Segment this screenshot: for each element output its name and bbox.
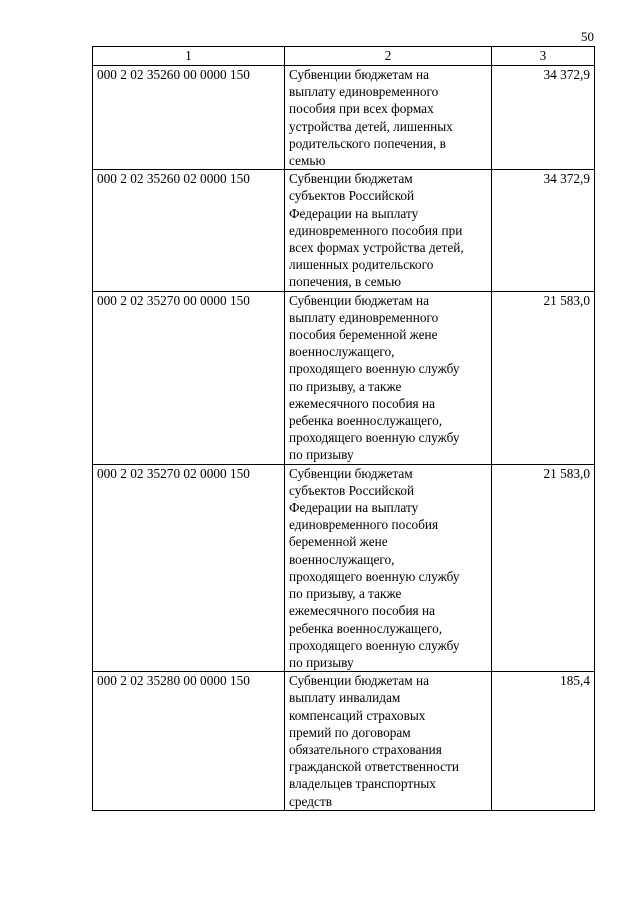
description-line: Субвенции бюджетам xyxy=(289,171,413,187)
description-line: по призыву, а также xyxy=(289,586,402,602)
description-line: по призыву xyxy=(289,654,354,670)
table-row xyxy=(93,291,595,464)
table-row xyxy=(93,672,595,811)
table-body xyxy=(93,66,595,811)
description-line: пособия беременной жене xyxy=(289,327,438,343)
description-line: ребенка военнослужащего, xyxy=(289,413,443,429)
description-line: премий по договорам xyxy=(289,724,411,740)
description-line: гражданской ответственности xyxy=(289,759,459,775)
table-row xyxy=(93,464,595,671)
budget-code: 000 2 02 35270 00 0000 150 xyxy=(93,291,285,464)
description-line: лишенных родительского xyxy=(289,257,434,273)
description-line: проходящего военную службу xyxy=(289,568,460,584)
description-line: всех формах устройства детей, xyxy=(289,240,464,256)
description-line: Федерации на выплату xyxy=(289,500,419,516)
budget-table xyxy=(92,46,595,811)
description-line: проходящего военную службу xyxy=(289,637,460,653)
description-line: Субвенции бюджетам на xyxy=(289,673,430,689)
description-line: субъектов Российской xyxy=(289,188,415,204)
page-number: 50 xyxy=(581,29,594,44)
description-line: Субвенции бюджетам xyxy=(289,465,413,481)
description-line: военнослужащего, xyxy=(289,344,395,360)
budget-code: 000 2 02 35260 00 0000 150 xyxy=(93,66,285,170)
description-line: Субвенции бюджетам на xyxy=(289,292,430,308)
description xyxy=(285,170,492,291)
description-line: ежемесячного пособия на xyxy=(289,395,436,411)
description xyxy=(285,66,492,170)
budget-code: 000 2 02 35280 00 0000 150 xyxy=(93,672,285,811)
description-line: компенсаций страховых xyxy=(289,707,426,723)
description-line: родительского попечения, в xyxy=(289,135,446,151)
table-header xyxy=(93,47,595,66)
description-line: пособия при всех формах xyxy=(289,101,434,117)
table-row xyxy=(93,170,595,291)
description-line: Субвенции бюджетам на xyxy=(289,67,430,82)
budget-code: 000 2 02 35260 02 0000 150 xyxy=(93,170,285,291)
description-line: проходящего военную службу xyxy=(289,430,460,446)
amount: 185,4 xyxy=(492,672,595,811)
header-col-2: 2 xyxy=(285,47,492,66)
description-line: выплату инвалидам xyxy=(289,690,401,706)
description xyxy=(285,291,492,464)
description-line: ежемесячного пособия на xyxy=(289,603,436,619)
description-line: Федерации на выплату xyxy=(289,205,419,221)
description xyxy=(285,464,492,671)
header-row xyxy=(93,47,595,66)
description-line: военнослужащего, xyxy=(289,551,395,567)
description-line: проходящего военную службу xyxy=(289,361,460,377)
description xyxy=(285,672,492,811)
description-line: семью xyxy=(289,153,326,169)
amount: 21 583,0 xyxy=(492,291,595,464)
description-line: выплату единовременного xyxy=(289,309,439,325)
description-line: по призыву xyxy=(289,447,354,463)
description-line: по призыву, а также xyxy=(289,378,402,394)
description-line: попечения, в семью xyxy=(289,274,402,290)
description-line: владельцев транспортных xyxy=(289,776,436,792)
description-line: субъектов Российской xyxy=(289,482,415,498)
amount: 21 583,0 xyxy=(492,464,595,671)
description-line: единовременного пособия xyxy=(289,517,439,533)
description-line: беременной жене xyxy=(289,534,388,550)
description-line: ребенка военнослужащего, xyxy=(289,620,443,636)
description-line: выплату единовременного xyxy=(289,84,439,100)
table-row xyxy=(93,66,595,170)
amount: 34 372,9 xyxy=(492,170,595,291)
budget-code: 000 2 02 35270 02 0000 150 xyxy=(93,464,285,671)
description-line: обязательного страхования xyxy=(289,741,442,757)
description-line: устройства детей, лишенных xyxy=(289,118,453,134)
header-col-1: 1 xyxy=(93,47,285,66)
amount: 34 372,9 xyxy=(492,66,595,170)
description-line: единовременного пособия при xyxy=(289,222,463,238)
description-line: средств xyxy=(289,793,333,809)
header-col-3: 3 xyxy=(492,47,595,66)
